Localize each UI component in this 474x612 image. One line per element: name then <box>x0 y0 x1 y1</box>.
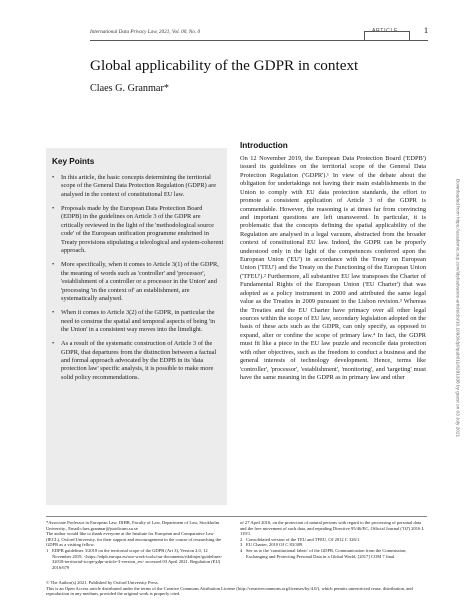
article-type-label: ARTICLE <box>372 28 399 34</box>
footnote-affiliation <box>46 520 227 531</box>
footnote-text: Consolidated version of the TEU and TFEU, OJ 2012 C 326/1. <box>246 536 361 542</box>
license-line: This is an Open Access article distributed under the terms of the Creative Commons Attribution License (http://creativecommons.org/licenses/by/4.0/), which permits unrestricted reuse, distribution, and reproduction in any medium, provided the original work is properly cited. <box>46 585 413 597</box>
bullet-icon: • <box>52 309 55 317</box>
journal-citation: International Data Privacy Law, 2021, Vol. 00, No. 0 <box>90 29 201 35</box>
footnote-text: EU Charter, 2010 OJ C 83/389. <box>246 542 304 548</box>
footnote-1 <box>46 548 227 570</box>
footnotes-left-column <box>46 520 227 570</box>
footnotes-right-column <box>240 520 428 559</box>
header-rule <box>90 40 428 41</box>
bullet-icon: • <box>52 204 55 212</box>
footnote-4 <box>240 548 428 559</box>
key-point-text: When it comes to Article 3(2) of the GDPR, in particular the need to construe the spatial and temporal aspects of being 'in the Union' in a consistent way moves into the limelight. <box>61 309 216 334</box>
footnote-text: of 27 April 2016, on the protection of natural persons with regard to the processing of personal data and the free movement of such data, and repealing Directive 95/46/EC, Official Journal ('OJ') 2016 L 119/1. <box>240 520 425 537</box>
download-note-text: Downloaded from https://academic.oup.com/idpl/advance-article/doi/10.1093/idpl/ipab011/6291338 by guest on 03 July 2021 <box>455 178 461 437</box>
article-label-tab <box>364 31 410 40</box>
key-point-item <box>52 309 224 334</box>
footnote-text: The author would like to thank everyone at the Institute for European and Comparative Law (IECL), Oxford University, for their support and encouragement in the course of researching the GDPR as a visiting fellow. <box>46 531 222 548</box>
key-point-text: In this article, the basic concepts determining the territorial scope of the General Data Protection Regulation (GDPR) are analysed in the context of constitutional EU law. <box>61 174 217 198</box>
download-note <box>453 130 463 485</box>
introduction-paragraph: On 12 November 2019, the European Data Protection Board ('EDPB') issued its guidelines on the territorial scope of the General Data Protection Regulation ('GDPR').¹ In view of the debate about the obligation for undertakings not having their main establishments in the Union to comply with EU data protection standards, the effort to promote a consistent application of Article 3 of the GDPR is commendable. However, the reasoning is at times far from convincing and important questions are left unanswered. In particular, it is problematic that the concepts defining the spatial applicability of the Regulation are analysed in a legal vacuum, abstracted from the broader context of constitutional EU law. Indeed, the GDPR can be properly understood only in the light of the competences conferred upon the European Union ('EU') in accordance with the Treaty on European Union ('TEU') and the Treaty on the Functioning of the European Union ('TFEU').² Furthermore, all substantive EU law transposes the Charter of Fundamental Rights of the European Union ('EU Charter') that was adopted as a policy instrument in 2000 and attributed the same legal value as the Treaties in 2009 pursuant to the Lisbon revision.³ Whereas the Treaties and the EU Charter have primacy over all other legal sources within the scope of EU law, secondary legislation adopted on the basis of these acts such as the GDPR, can only specify, as opposed to expand, alter or confine the scope of primary law.⁴ In fact, the GDPR must fit like a piece in the EU law puzzle and reconcile data protection with other objectives, such as the freedom to conduct a business and the general interests of technology development. Hence, terms like 'controller', 'processor', 'establishment', 'monitoring', and 'targeting' must have the same meaning in the GDPR as in primary law and other <box>240 155 426 381</box>
footnote-text: *Associate Professor in European Law, DIHR, Faculty of Law, Department of Law, Stockholm University., Email:claes.granmar@juridicum.su.se <box>46 520 220 531</box>
key-point-item <box>52 205 224 256</box>
key-point-text: More specifically, when it comes to Article 3(1) of the GDPR, the meaning of words such as 'controller' and 'processor', 'establishment of a controller or a processor in the Union' and 'processing 'in the context of' an establishment, are systematically analysed. <box>61 261 219 303</box>
footnote-text: EDPB guidelines 3/2018 on the territorial scope of the GDPR (Art 3), Version 2.0, 12 November 2019, <https://edpb.europa.eu/our-work-tools/our-documents/riktlinjer/guidelines-32018-territorial-scope-gdpr-article-3-version_en> accessed 03 April 2021. Regulation (EU) 2016/679 <box>52 547 223 570</box>
key-points-heading: Key Points <box>52 157 95 166</box>
footnote-number: 2 <box>240 536 243 542</box>
footnote-number: 4 <box>240 547 243 553</box>
key-point-item <box>52 340 224 382</box>
introduction-heading: Introduction <box>240 141 288 150</box>
author-name: Claes G. Granmar* <box>90 83 169 94</box>
key-point-text: Proposals made by the European Data Protection Board (EDPB) in the guidelines on Article 3 of the GDPR are critically reviewed in the light of the 'methodological source code' of the European unification programme enshrined in Treaty provisions stipulating a teleological and system-coherent approach. <box>61 204 224 255</box>
key-points-list <box>52 174 224 388</box>
footnote-acknowledgement <box>46 531 227 548</box>
bullet-icon: • <box>52 261 55 269</box>
bullet-icon: • <box>52 340 55 348</box>
key-points-box <box>46 148 227 505</box>
bullet-icon: • <box>52 174 55 181</box>
key-point-item <box>52 261 224 303</box>
key-point-item <box>52 174 224 199</box>
footnote-number: 3 <box>240 542 243 548</box>
page-number: 1 <box>424 26 428 35</box>
introduction-section <box>240 141 426 382</box>
footnote-text: See as to the 'constitutional fabric' of the GDPR, Communication from the Commission, Exchanging and Protecting Personal Data in a Global World, [2017] COM 7 final. <box>246 547 407 559</box>
key-point-text: As a result of the systematic construction of Article 3 of the GDPR, that departures from the distinction between a factual and formal approach advocated by the EDPB in its 'data protection law' specific analysis, it is possible to make more solid policy recommendations. <box>61 340 217 381</box>
article-title: Global applicability of the GDPR in context <box>90 57 359 74</box>
footnote-rule <box>46 516 427 517</box>
footnote-1-continued <box>240 520 428 537</box>
copyright-notice <box>46 580 428 597</box>
copyright-line: © The Author(s) 2021. Published by Oxford University Press. <box>46 580 159 585</box>
footnote-number: 1 <box>46 547 49 553</box>
